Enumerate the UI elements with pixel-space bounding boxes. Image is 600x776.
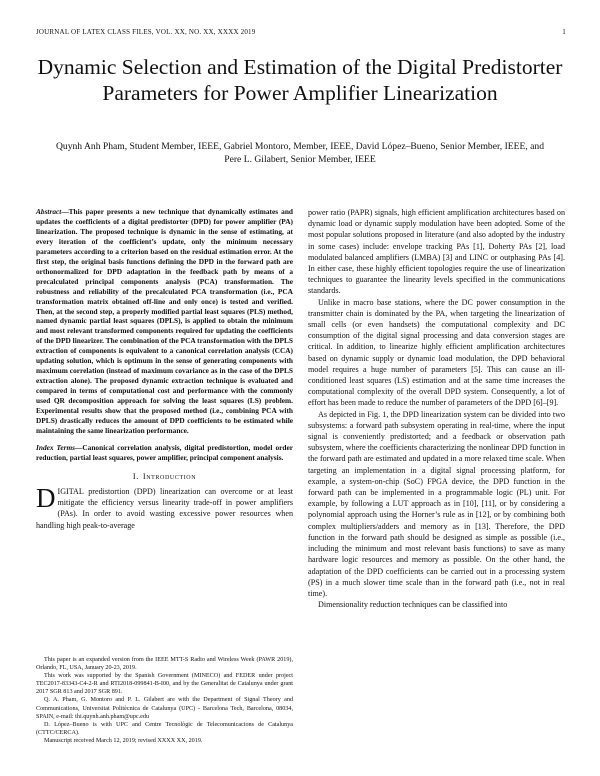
body-paragraph: power ratio (PAPR) signals, high efficient amplification architectures based on dynamic load or dynamic supply modulation have been adopted. Some of the most popular solutions proposed in literature (and also adopted by the industry in some cases) include: envelope tracking PAs [1], Doherty PAs [2], load modulated balanced amplifiers (LMBA) [3] and LINC or outphasing PAs [4]. In either case, these highly efficient topologies require the use of linearization techniques to guarantee the linearity levels specified in the communications standards. (308, 208, 565, 296)
section-title: Introduction (142, 471, 197, 481)
footnote: This paper is an expanded version from the IEEE MTT-S Radio and Wireless Week (PAWR 2019), Orlando, FL, USA, January 20-23, 2019. (36, 657, 293, 672)
footnote: This work was supported by the Spanish Government (MINECO) and FEDER under project TEC2017-83343-C4-2-R and RTI2018-099841-B-I00, and by the Generalitat de Catalunya under grant 2017 SGR 813 and 2017 SGR 891. (36, 673, 293, 696)
abstract-label: Abstract (36, 207, 62, 216)
section-heading (36, 471, 293, 482)
abstract (36, 207, 293, 436)
section-number: I. (132, 471, 139, 481)
footnote: Q. A. Pham, G. Montoro and P. L. Gilabert are with the Department of Signal Theory and Communications, Universitat Politècnica de Catalunya (UPC) - Barcelona Tech, Barcelona, 08034, SPAIN, e-mail: thi.quynh.anh.pham@upc.edu (36, 697, 293, 720)
intro-cap-rest: IGITAL (57, 487, 84, 497)
body-paragraph: Dimensionality reduction techniques can be classified into (318, 600, 508, 610)
body-paragraph: As depicted in Fig. 1, the DPD linearization system can be divided into two subsystems: a forward path subsystem operating in real-time, where the input signal is conveniently predistorted; and a feedback or observation path subsystem, where the coefficients characterizing the nonlinear DPD function in the forward path are estimated and updated in a more relaxed time scale. When targeting an implementation in a digital signal processing platform, for example, a system-on-chip (SoC) FPGA device, the DPD function in the forward path can be implemented in a programmable logic (PL) unit. For example, by following a LUT approach as in [10], [11], or by considering a polynomial approach using the Horner’s rule as in [12], or by combining both complex multipliers/adders and memory as in [13]. Therefore, the DPD function in the forward path should be designed as simple as possible (i.e., including the minimum and most relevant basis functions) to save as many hardware logic resources and memory as possible. On the other hand, the adaptation of the DPD coefficients can be carried out in a processing system (PS) in a much slower time scale than in the forward path (i.e., not in real time). (308, 409, 565, 598)
right-column (308, 207, 565, 610)
abstract-text: —This paper presents a new technique that dynamically estimates and updates the coefficients of a digital predistorter (DPD) for power amplifier (PA) linearization. The proposed technique is dynamic in the sense of estimating, at every iteration of the coefficient’s update, only the minimum necessary parameters according to a criterion based on the residual estimation error. At the first step, the original basis functions defining the DPD in the forward path are orthonormalized for DPD adaptation in the feedback path by means of a precalculated principal components analysis (PCA) transformation. The robustness and reliability of the precalculated PCA transformation (i.e., PCA transformation matrix obtained off-line and only once) is tested and verified. Then, at the second step, a properly modified partial least squares (PLS) method, named dynamic partial least squares (DPLS), is applied to obtain the minimum and most relevant transformed components required for updating the coefficients of the DPD linearizer. The combination of the PCA transformation with the DPLS extraction of components is equivalent to a canonical correlation analysis (CCA) updating solution, which is optimum in the sense of generating components with maximum correlation (instead of maximum covariance as in the case of the DPLS extraction alone). The proposed dynamic extraction technique is evaluated and compared in terms of computational cost and performance with the commonly used QR decomposition approach for solving the least squares (LS) problem. Experimental results show that the proposed method (i.e., combining PCA with DPLS) drastically reduces the amount of DPD coefficients to be estimated while maintaining the same linearization performance. (36, 207, 293, 435)
footnotes (36, 656, 293, 745)
intro-text: predistortion (DPD) linearization can overcome or at least mitigate the efficiency versus linearity trade-off in power amplifiers (PAs). In order to avoid wasting excessive power resources when handling high peak-to-average (36, 487, 293, 530)
left-column (36, 207, 293, 531)
intro-paragraph (36, 483, 293, 531)
footnote: Manuscript received March 12, 2019; revised XXXX XX, 2019. (44, 737, 203, 744)
paper-title: Dynamic Selection and Estimation of the Digital Predistorter Parameters for Power Amplifier Linearization (37, 55, 563, 105)
footnote: D. López–Bueno is with UPC and Centre Tecnològic de Telecomunicacions de Catalunya (CTTC/CERCA). (36, 721, 293, 736)
page-number: 1 (562, 28, 566, 36)
journal-line: JOURNAL OF LATEX CLASS FILES, VOL. XX, NO. XX, XXXX 2019 (36, 28, 256, 36)
running-header (36, 28, 566, 40)
author-list: Quynh Anh Pham, Student Member, IEEE, Gabriel Montoro, Member, IEEE, David López–Bueno, Senior Member, IEEE, and Pere L. Gilabert, Senior Member, IEEE (55, 141, 545, 165)
index-terms-label: Index Terms (36, 442, 76, 452)
index-terms (36, 443, 293, 463)
drop-cap: D (36, 483, 56, 514)
index-terms-text: —Canonical correlation analysis, digital predistortion, model order reduction, partial least squares, power amplifier, principal component analysis. (36, 442, 293, 462)
body-paragraph: Unlike in macro base stations, where the DC power consumption in the transmitter chain is dominated by the PA, when targeting the linearization of small cells (or even handsets) the computational complexity and DC consumption of the digital signal processing and data conversion stages are critical. In addition, to linearize highly efficient amplification architectures based on dynamic supply or dynamic load modulation, the DPD behavioral model requires a huge number of parameters [5]. This can cause an ill-conditioned least squares (LS) estimation and at the same time increases the computational complexity of the overall DPD system. Consequently, a lot of effort has been made to reduce the number of parameters of the DPD [6]–[9]. (308, 297, 565, 408)
